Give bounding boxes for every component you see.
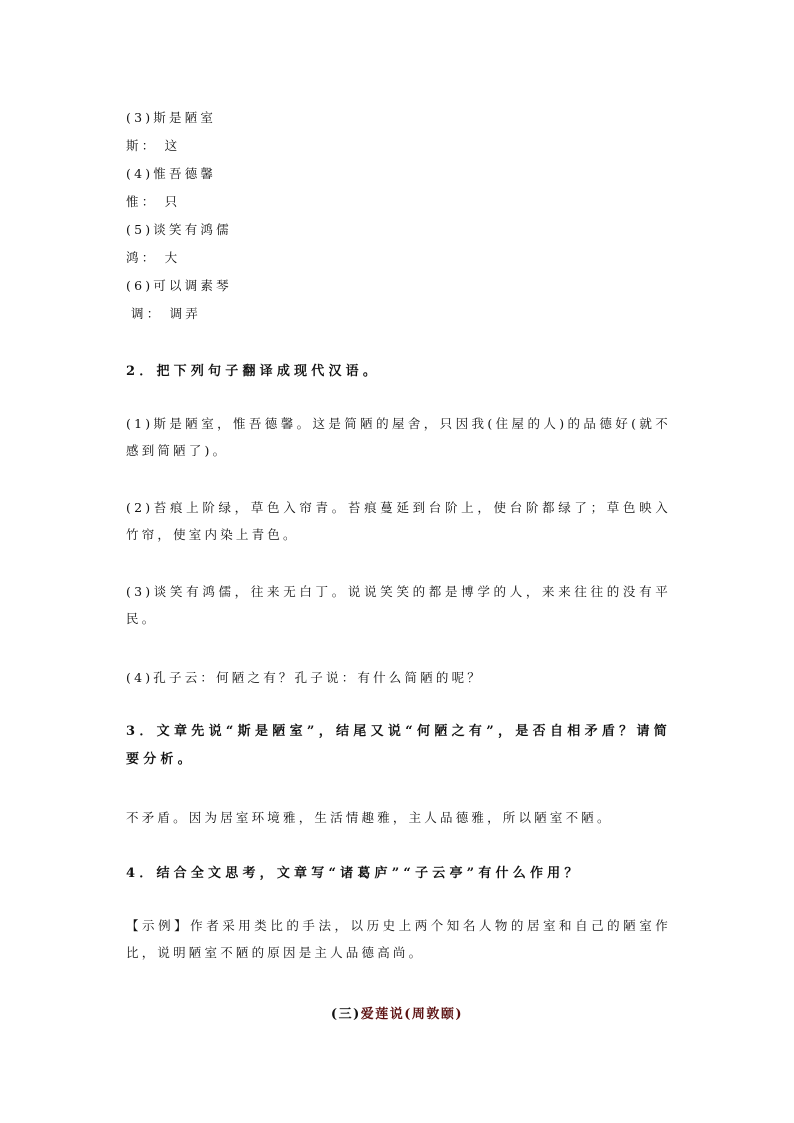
- vocab-phrase: (3)斯是陋室: [126, 110, 217, 125]
- section-author: (周敦颐): [404, 1007, 464, 1022]
- section-heading: [0, 1003, 794, 1022]
- vocab-gloss: 调： 调弄: [131, 306, 201, 321]
- vocab-gloss: 斯： 这: [126, 138, 181, 153]
- question-3-heading: 3．文章先说“斯是陋室”，结尾又说“何陋之有”，是否自相矛盾？请简要分析。: [126, 724, 671, 767]
- vocab-phrase: (4)惟吾德馨: [126, 166, 217, 181]
- translation-item-1: (1)斯是陋室，惟吾德馨。这是简陋的屋舍，只因我(住屋的人)的品德好(就不感到简陋了)。: [126, 416, 671, 458]
- section-number: (三): [330, 1007, 361, 1022]
- question-3-answer: 不矛盾。因为居室环境雅，生活情趣雅，主人品德雅，所以陋室不陋。: [126, 810, 613, 825]
- vocab-phrase: (5)谈笑有鸿儒: [126, 222, 232, 237]
- translation-item-3: (3)谈笑有鸿儒，往来无白丁。说说笑笑的都是博学的人，来来往往的没有平民。: [126, 584, 671, 626]
- vocab-gloss: 惟： 只: [126, 194, 181, 209]
- vocab-phrase: (6)可以调素琴: [126, 278, 232, 293]
- translation-item-4: (4)孔子云：何陋之有？孔子说：有什么简陋的呢？: [126, 670, 484, 685]
- question-2-heading: 2．把下列句子翻译成现代汉语。: [126, 364, 381, 379]
- question-4-heading: 4．结合全文思考，文章写“诸葛庐”“子云亭”有什么作用？: [126, 866, 582, 881]
- translation-item-2: (2)苔痕上阶绿，草色入帘青。苔痕蔓延到台阶上，使台阶都绿了；草色映入竹帘，使室内染上青色。: [126, 500, 671, 542]
- vocab-gloss: 鸿： 大: [126, 250, 181, 265]
- section-title: 爱莲说: [360, 1007, 405, 1022]
- question-4-answer: 【示例】作者采用类比的手法，以历史上两个知名人物的居室和自己的陋室作比，说明陋室不陋的原因是主人品德高尚。: [126, 918, 671, 960]
